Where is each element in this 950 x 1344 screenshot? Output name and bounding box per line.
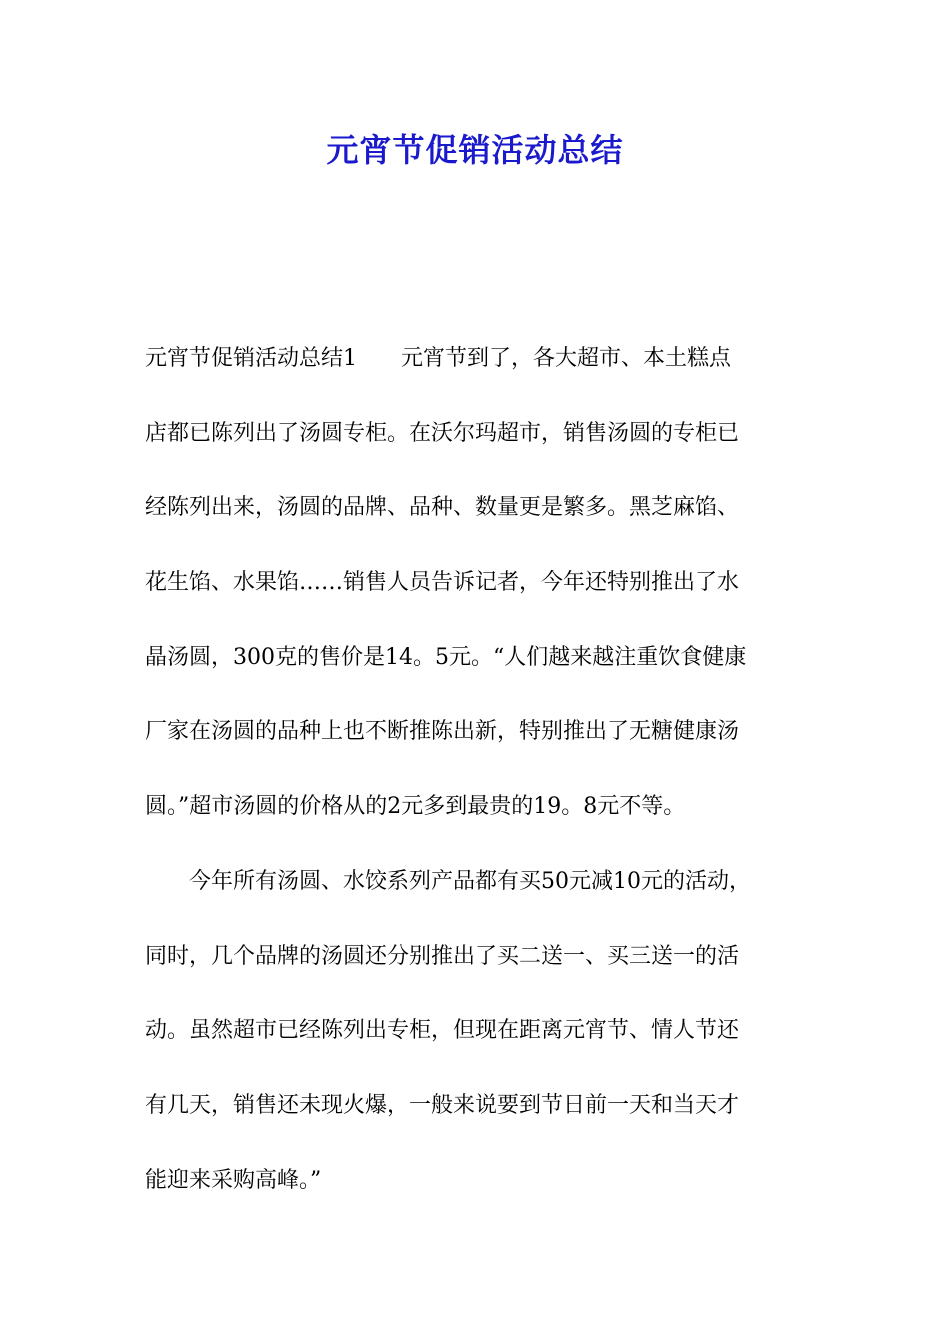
paragraph-line: 同时，几个品牌的汤圆还分别推出了买二送一、买三送一的活: [145, 944, 740, 969]
paragraph-line: 店都已陈列出了汤圆专柜。在沃尔玛超市，销售汤圆的专柜已: [145, 421, 740, 446]
paragraph-line: 动。虽然超市已经陈列出专柜，但现在距离元宵节、情人节还: [145, 1018, 740, 1043]
paragraph-line: 元宵节促销活动总结1 元宵节到了，各大超市、本土糕点: [145, 346, 731, 371]
paragraph-line: 经陈列出来，汤圆的品牌、品种、数量更是繁多。黑芝麻馅、: [145, 495, 740, 520]
document-title: 元宵节促销活动总结: [326, 131, 624, 169]
paragraph-line: 今年所有汤圆、水饺系列产品都有买50元减10元的活动，: [145, 869, 751, 894]
paragraph-line: 圆。”超市汤圆的价格从的2元多到最贵的19。8元不等。: [145, 794, 686, 819]
paragraph-line: 晶汤圆，300克的售价是14。5元。“人们越来越注重饮食健康: [145, 645, 747, 670]
paragraph-line: 厂家在汤圆的品种上也不断推陈出新，特别推出了无糖健康汤: [145, 719, 740, 744]
paragraph-line: 能迎来采购高峰。”: [145, 1168, 322, 1193]
paragraph-line: 有几天，销售还未现火爆，一般来说要到节日前一天和当天才: [145, 1093, 740, 1118]
paragraph-line: 花生馅、水果馅……销售人员告诉记者，今年还特别推出了水: [145, 570, 740, 595]
